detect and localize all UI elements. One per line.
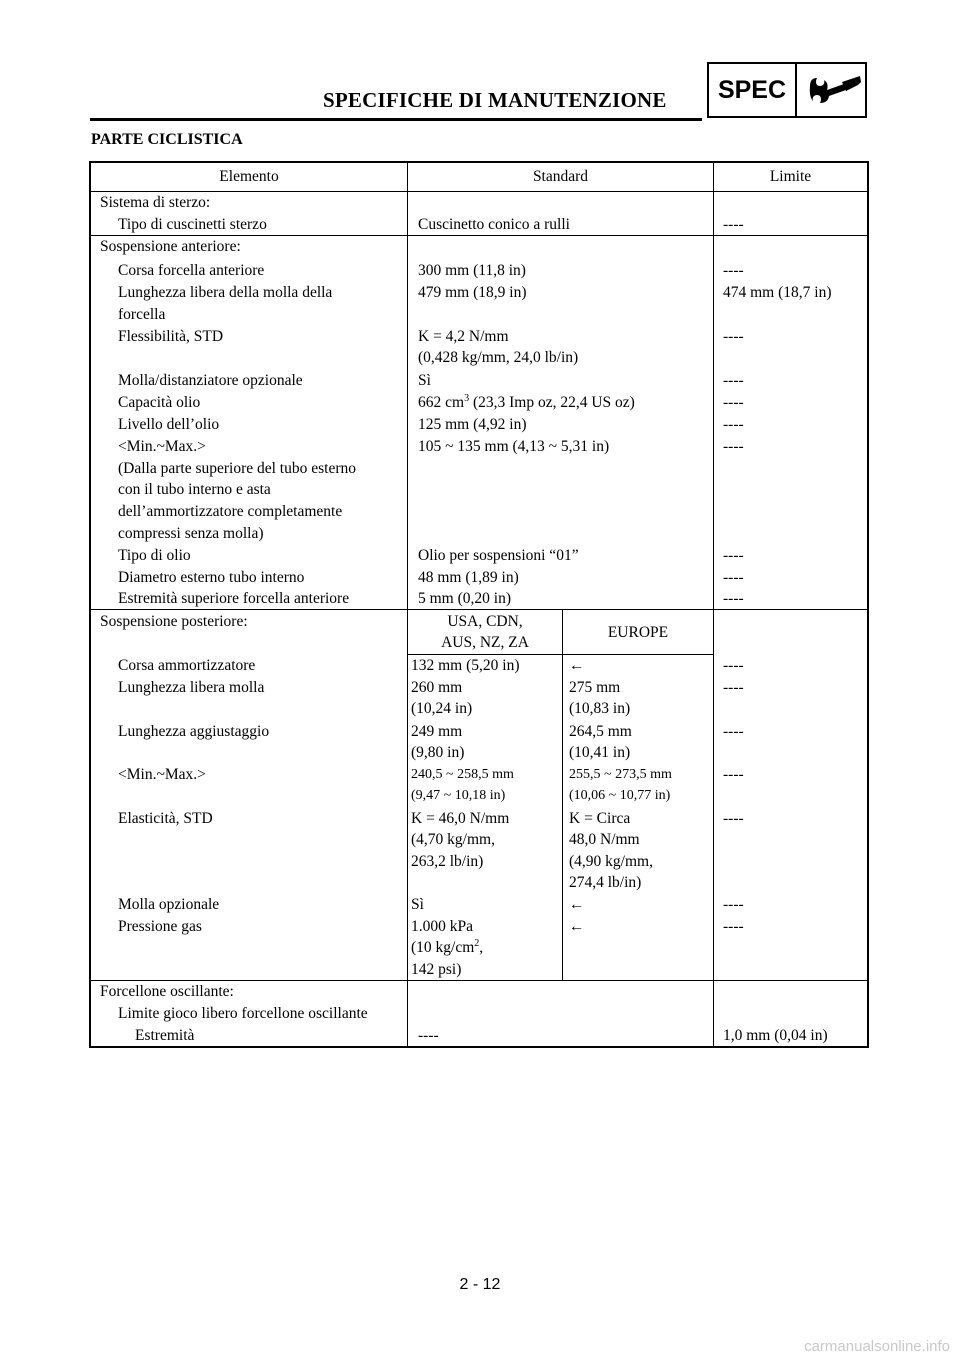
header-standard: Standard bbox=[532, 168, 589, 185]
swingarm-label: Limite gioco libero forcellone oscillante bbox=[118, 1005, 368, 1022]
front-row-label: (Dalla parte superiore del tubo esterno bbox=[118, 460, 357, 477]
front-row-limit: 474 mm (18,7 in) bbox=[723, 284, 832, 301]
front-row-label: <Min.~Max.> bbox=[118, 438, 206, 455]
steering-bearing-limit: ---- bbox=[723, 216, 744, 233]
spec-badge-divider bbox=[795, 64, 797, 116]
front-row-limit: ---- bbox=[723, 569, 744, 586]
front-row-label: Flessibilità, STD bbox=[118, 328, 224, 345]
gas-pressure-comma: , bbox=[479, 939, 484, 956]
front-row-label: Tipo di olio bbox=[118, 547, 191, 564]
rear-col-europe: EUROPE bbox=[607, 624, 669, 641]
spec-table bbox=[89, 161, 869, 1048]
front-row-std: Sì bbox=[418, 372, 431, 389]
rear-row-europe: (4,90 kg/mm, bbox=[569, 853, 653, 870]
rear-row-usa: (10,24 in) bbox=[411, 700, 473, 717]
front-row-std: 479 mm (18,9 in) bbox=[418, 284, 527, 301]
front-row-label: Livello dell’olio bbox=[118, 416, 220, 433]
front-row-limit: ---- bbox=[723, 328, 744, 345]
rear-row-usa: 240,5 ~ 258,5 mm bbox=[411, 767, 514, 782]
rear-row-label: Pressione gas bbox=[118, 918, 202, 935]
rear-row-europe: 275 mm bbox=[569, 679, 621, 696]
rear-col-usa: AUS, NZ, ZA bbox=[441, 634, 529, 651]
wrench-icon bbox=[804, 72, 862, 108]
rear-row-usa bbox=[411, 937, 483, 959]
front-row-std: 125 mm (4,92 in) bbox=[418, 416, 527, 433]
rear-row-limit: ---- bbox=[723, 679, 744, 696]
front-row-label: Capacità olio bbox=[118, 394, 201, 411]
rear-row-limit: ---- bbox=[723, 766, 744, 783]
watermark: carmanualsonline.info bbox=[804, 1338, 950, 1355]
rear-row-europe: 264,5 mm bbox=[569, 723, 632, 740]
steering-title: Sistema di sterzo: bbox=[100, 194, 211, 211]
front-row-limit: ---- bbox=[723, 590, 744, 607]
rear-row-europe: ← bbox=[569, 918, 585, 935]
rear-row-europe: ← bbox=[569, 657, 585, 674]
oil-capacity-conversion: (23,3 Imp oz, 22,4 US oz) bbox=[469, 394, 635, 411]
rear-row-europe: 274,4 lb/in) bbox=[569, 874, 642, 891]
rear-row-europe: 48,0 N/mm bbox=[569, 831, 640, 848]
rear-row-label: Molla opzionale bbox=[118, 896, 220, 913]
rear-row-europe: (10,83 in) bbox=[569, 700, 631, 717]
header-item: Elemento bbox=[219, 168, 279, 185]
rear-row-limit: ---- bbox=[723, 723, 744, 740]
swingarm-std: ---- bbox=[418, 1027, 439, 1044]
rear-row-label: Lunghezza aggiustaggio bbox=[118, 723, 270, 740]
rear-row-europe: 255,5 ~ 273,5 mm bbox=[569, 767, 672, 782]
front-row-limit: ---- bbox=[723, 262, 744, 279]
front-row-std: 48 mm (1,89 in) bbox=[418, 569, 519, 586]
spec-badge-label: SPEC bbox=[717, 76, 787, 104]
front-row-limit: ---- bbox=[723, 416, 744, 433]
rear-row-europe: ← bbox=[569, 896, 585, 913]
front-row-std: Olio per sospensioni “01” bbox=[418, 547, 579, 564]
steering-bearing-label: Tipo di cuscinetti sterzo bbox=[118, 216, 267, 233]
front-row-std: 5 mm (0,20 in) bbox=[418, 590, 511, 607]
rear-row-usa: 1.000 kPa bbox=[411, 918, 473, 935]
front-row-label: compressi senza molla) bbox=[118, 525, 264, 542]
rear-row-usa: (4,70 kg/mm, bbox=[411, 831, 495, 848]
swingarm-title: Forcellone oscillante: bbox=[100, 983, 234, 1000]
rear-row-usa: (9,47 ~ 10,18 in) bbox=[411, 788, 506, 803]
front-row-label: Corsa forcella anteriore bbox=[118, 262, 265, 279]
rear-col-usa: USA, CDN, bbox=[447, 613, 523, 630]
front-row-label: Estremità superiore forcella anteriore bbox=[118, 590, 350, 607]
page-title: SPECIFICHE DI MANUTENZIONE bbox=[323, 88, 667, 112]
front-row-label: Molla/distanziatore opzionale bbox=[118, 372, 303, 389]
rear-row-usa: 142 psi) bbox=[411, 961, 462, 978]
rear-row-limit: ---- bbox=[723, 657, 744, 674]
rear-title: Sospensione posteriore: bbox=[100, 613, 248, 630]
header-limit: Limite bbox=[769, 168, 812, 185]
front-row-std bbox=[418, 392, 635, 414]
rear-row-usa: 263,2 lb/in) bbox=[411, 853, 484, 870]
rear-row-label: Corsa ammortizzatore bbox=[118, 657, 256, 674]
front-row-limit: ---- bbox=[723, 394, 744, 411]
front-row-label: con il tubo interno e asta bbox=[118, 481, 271, 498]
rear-row-usa: 132 mm (5,20 in) bbox=[411, 657, 520, 674]
rear-row-limit: ---- bbox=[723, 918, 744, 935]
front-title: Sospensione anteriore: bbox=[100, 238, 241, 255]
rear-row-europe: K = Circa bbox=[569, 810, 631, 827]
front-row-std: 300 mm (11,8 in) bbox=[418, 262, 526, 279]
front-row-label: Lunghezza libera della molla della bbox=[118, 284, 333, 301]
rear-row-limit: ---- bbox=[723, 810, 744, 827]
rear-row-usa: Sì bbox=[411, 896, 424, 913]
swingarm-sub-label: Estremità bbox=[135, 1027, 195, 1044]
gas-pressure-superscript: 2 bbox=[474, 937, 480, 949]
col-divider bbox=[407, 163, 408, 1046]
rear-row-usa: 260 mm bbox=[411, 679, 463, 696]
header-rule bbox=[90, 118, 702, 121]
front-row-std: 105 ~ 135 mm (4,13 ~ 5,31 in) bbox=[418, 438, 610, 455]
rear-row-label: Elasticità, STD bbox=[118, 810, 213, 827]
col-divider bbox=[713, 163, 714, 1046]
rear-row-usa: K = 46,0 N/mm bbox=[411, 810, 510, 827]
col-divider bbox=[562, 610, 563, 981]
rear-row-usa: 249 mm bbox=[411, 723, 463, 740]
front-row-label: forcella bbox=[118, 306, 166, 323]
front-row-limit: ---- bbox=[723, 547, 744, 564]
steering-bearing-std: Cuscinetto conico a rulli bbox=[418, 216, 570, 233]
front-row-limit: ---- bbox=[723, 438, 744, 455]
front-row-std: K = 4,2 N/mm bbox=[418, 328, 509, 345]
rear-row-label: <Min.~Max.> bbox=[118, 766, 206, 783]
rear-row-limit: ---- bbox=[723, 896, 744, 913]
page-number: 2 - 12 bbox=[459, 1276, 501, 1293]
rear-row-europe: (10,41 in) bbox=[569, 744, 631, 761]
section-title: PARTE CICLISTICA bbox=[91, 131, 243, 148]
front-row-label: Diametro esterno tubo interno bbox=[118, 569, 305, 586]
front-row-label: dell’ammortizzatore completamente bbox=[118, 503, 343, 520]
rear-row-label: Lunghezza libera molla bbox=[118, 679, 265, 696]
swingarm-limit: 1,0 mm (0,04 in) bbox=[723, 1027, 828, 1044]
front-row-std: (0,428 kg/mm, 24,0 lb/in) bbox=[418, 349, 579, 366]
oil-capacity-value: 662 cm bbox=[418, 394, 465, 411]
rear-row-usa: (9,80 in) bbox=[411, 744, 465, 761]
gas-pressure-value: (10 kg/cm bbox=[411, 939, 475, 956]
oil-capacity-superscript: 3 bbox=[464, 392, 470, 404]
spec-badge bbox=[707, 62, 867, 118]
rear-row-europe: (10,06 ~ 10,77 in) bbox=[569, 788, 671, 803]
front-row-limit: ---- bbox=[723, 372, 744, 389]
